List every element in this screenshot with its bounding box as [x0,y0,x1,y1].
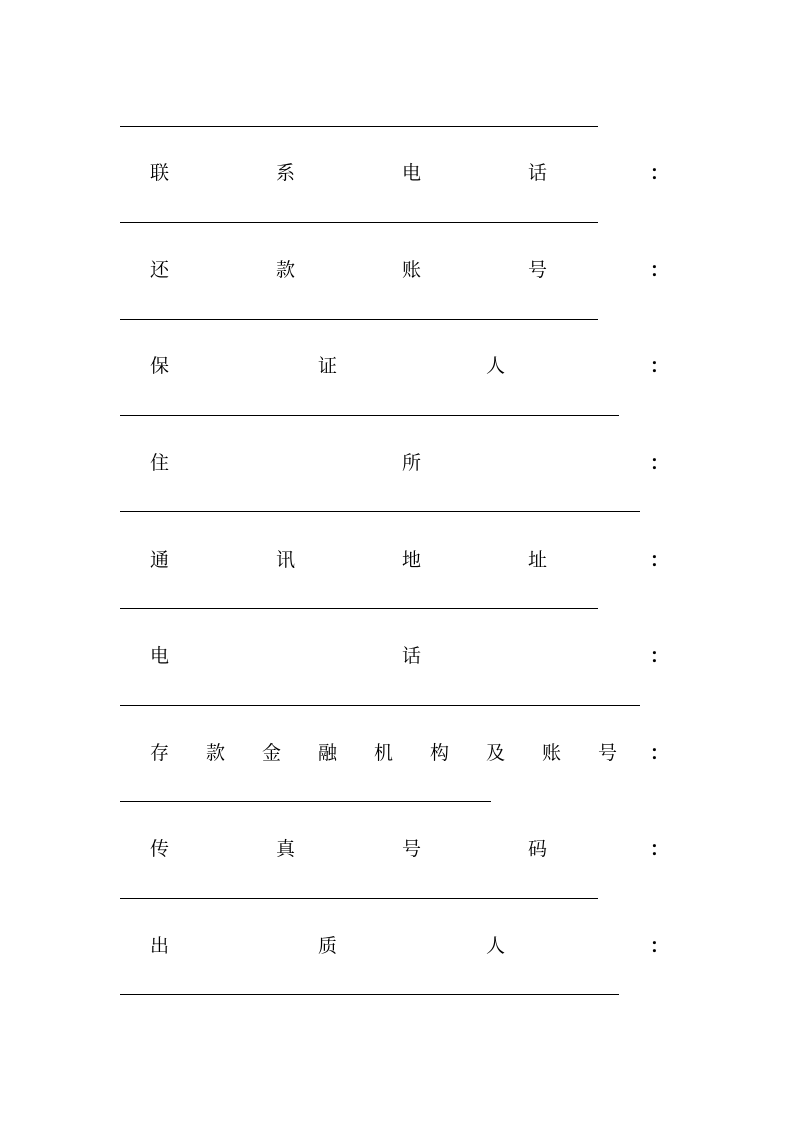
blank-line[interactable] [120,319,598,320]
field-repayment-account [150,258,670,282]
colon: ： [650,935,670,957]
label-char: 电 [150,645,170,667]
label-char: 码 [528,838,548,860]
label-char: 址 [528,549,548,571]
field-guarantor [150,354,670,378]
label-char: 真 [276,838,296,860]
label-char: 所 [402,452,422,474]
label-char: 传 [150,838,170,860]
colon: ： [650,355,670,377]
label-char: 话 [402,645,422,667]
label-char: 地 [402,549,422,571]
label-char: 保 [150,355,170,377]
colon: ： [650,742,670,764]
label-char: 讯 [276,549,296,571]
label-char: 号 [528,259,548,281]
label-char: 电 [402,162,422,184]
blank-line[interactable] [120,705,640,706]
blank-line[interactable] [120,222,598,223]
colon: ： [650,645,670,667]
field-mailing-address [150,548,670,572]
colon: ： [650,259,670,281]
label-char: 号 [402,838,422,860]
blank-line[interactable] [120,994,619,995]
label-char: 融 [318,742,338,764]
field-fax-number [150,837,670,861]
colon: ： [650,549,670,571]
colon: ： [650,838,670,860]
label-char: 款 [206,742,226,764]
label-char: 出 [150,935,170,957]
label-char: 机 [374,742,394,764]
label-char: 金 [262,742,282,764]
blank-line[interactable] [120,415,619,416]
label-char: 系 [276,162,296,184]
label-char: 人 [486,935,506,957]
blank-line[interactable] [120,126,598,127]
label-char: 话 [528,162,548,184]
label-char: 还 [150,259,170,281]
label-char: 质 [318,935,338,957]
blank-line[interactable] [120,801,491,802]
label-char: 通 [150,549,170,571]
label-char: 住 [150,452,170,474]
field-contact-phone [150,161,670,185]
blank-line[interactable] [120,898,598,899]
field-pledgor [150,934,670,958]
label-char: 号 [598,742,618,764]
label-char: 人 [486,355,506,377]
colon: ： [650,162,670,184]
colon: ： [650,452,670,474]
field-domicile [150,451,670,475]
label-char: 证 [318,355,338,377]
label-char: 账 [402,259,422,281]
label-char: 款 [276,259,296,281]
label-char: 联 [150,162,170,184]
label-char: 账 [542,742,562,764]
field-deposit-institution-account [150,741,670,765]
blank-line[interactable] [120,511,640,512]
label-char: 及 [486,742,506,764]
blank-line[interactable] [120,608,598,609]
field-telephone [150,644,670,668]
label-char: 存 [150,742,170,764]
label-char: 构 [430,742,450,764]
